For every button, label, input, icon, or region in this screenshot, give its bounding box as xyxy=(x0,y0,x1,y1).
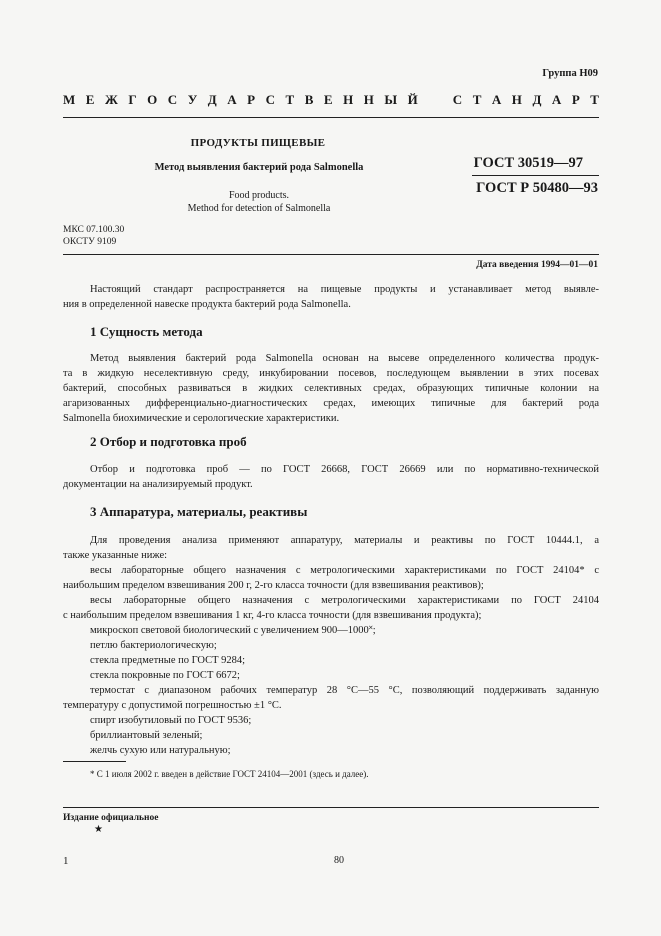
section-3-heading: 3 Аппаратура, материалы, реактивы xyxy=(90,504,308,519)
okstu-code: ОКСТУ 9109 xyxy=(63,236,117,247)
footer-rule xyxy=(63,807,599,808)
section-3-line: температуру с допустимой погрешностью ±1 °С. xyxy=(63,700,282,711)
banner-letter: Д xyxy=(207,92,217,107)
banner-letter: Г xyxy=(128,92,137,107)
section-1-heading: 1 Сущность метода xyxy=(90,324,203,339)
section-3-text xyxy=(63,533,599,758)
section-3-line: петлю бактериологическую; xyxy=(90,640,217,651)
official-edition-label: Издание официальное xyxy=(63,813,159,823)
banner-letter: А xyxy=(227,92,237,107)
section-3-line: наибольшим пределом взвешивания 200 г, 2-го класса точности (для взвешивания реактивов); xyxy=(63,580,484,591)
footnote-rule xyxy=(63,761,126,762)
section-2-text xyxy=(63,462,599,492)
banner-word-gap xyxy=(428,92,442,108)
banner-letter: Т xyxy=(472,92,482,107)
banner-letter: Н xyxy=(511,92,522,107)
star-icon: ★ xyxy=(94,824,103,835)
section-1-line: агаризованных дифференциально-диагностических средах, имеющих типичные для бактерий рода xyxy=(63,398,599,409)
banner-letter: Р xyxy=(247,92,256,107)
section-3-line: микроскоп световой биологический с увеличением 900—1000˟; xyxy=(90,625,376,636)
banner-letter: Р xyxy=(571,92,580,107)
intro-line: ния в определенной навеске продукта бактерий рода Salmonella. xyxy=(63,299,351,310)
english-title-line1: Food products. xyxy=(229,190,289,201)
gost-number-1: ГОСТ 30519—97 xyxy=(473,155,583,171)
section-2-heading: 2 Отбор и подготовка проб xyxy=(90,434,247,449)
document-subtitle: Метод выявления бактерий рода Salmonella xyxy=(154,162,364,173)
section-1-text xyxy=(63,351,599,426)
intro-line: Настоящий стандарт распространяется на пищевые продукты и устанавливает метод выявле- xyxy=(90,284,599,295)
banner-letter: А xyxy=(551,92,562,107)
header-rule xyxy=(63,117,599,118)
banner-letter: С xyxy=(452,92,463,107)
section-3-line: стекла покровные по ГОСТ 6672; xyxy=(90,670,240,681)
banner-letter: Е xyxy=(323,92,333,107)
section-3-line: стекла предметные по ГОСТ 9284; xyxy=(90,655,246,666)
banner-letter: Н xyxy=(343,92,354,107)
gost-divider xyxy=(472,175,599,176)
banner-letter: В xyxy=(304,92,314,107)
section-3-line: также указанные ниже: xyxy=(63,550,168,561)
section-3-line: весы лабораторные общего назначения с метрологическими характеристиками по ГОСТ 24104* с xyxy=(90,565,599,576)
banner-letter: Т xyxy=(590,92,599,107)
section-2-line: Отбор и подготовка проб — по ГОСТ 26668, ГОСТ 26669 или по нормативно-технической xyxy=(90,464,599,475)
banner-letter: О xyxy=(147,92,158,107)
section-3-line: термостат с диапазоном рабочих температур 28 °С—55 °С, позволяющий поддерживать заданную xyxy=(90,685,599,696)
intro-paragraph xyxy=(63,282,599,312)
section-3-line: желчь сухую или натуральную; xyxy=(90,745,231,756)
banner-letter: Й xyxy=(407,92,418,107)
banner-letter: С xyxy=(265,92,275,107)
interstate-standard-banner xyxy=(63,92,599,108)
gost-number-2: ГОСТ Р 50480—93 xyxy=(476,180,598,196)
introduction-date: Дата введения 1994—01—01 xyxy=(476,260,598,270)
section-3-line: весы лабораторные общего назначения с метрологическими характеристиками по ГОСТ 24104 xyxy=(90,595,599,606)
banner-letter: Т xyxy=(285,92,295,107)
banner-letter: Н xyxy=(363,92,374,107)
english-title xyxy=(140,190,378,215)
section-1-line: Salmonella биохимические и серологические характеристики. xyxy=(63,413,340,424)
banner-letter: М xyxy=(63,92,76,107)
classification-codes xyxy=(63,225,124,248)
banner-letter: Ы xyxy=(384,92,398,107)
banner-letter: А xyxy=(491,92,502,107)
footnote: * С 1 июля 2002 г. введен в действие ГОСТ 24104—2001 (здесь и далее). xyxy=(90,769,369,779)
section-2-line: документации на анализируемый продукт. xyxy=(63,479,253,490)
document-title: ПРОДУКТЫ ПИЩЕВЫЕ xyxy=(190,137,326,149)
english-title-line2: Method for detection of Salmonella xyxy=(187,202,331,214)
banner-letter: У xyxy=(187,92,198,107)
section-1-line: та в жидкую неселективную среду, инкубировании посевов, последующем выявлении в этих посевах xyxy=(63,368,599,379)
banner-letter: Ж xyxy=(104,92,118,107)
banner-letter: С xyxy=(167,92,178,107)
section-3-line: Для проведения анализа применяют аппаратуру, материалы и реактивы по ГОСТ 10444.1, а xyxy=(90,535,599,546)
page-number-left: 1 xyxy=(63,855,69,867)
group-label: Группа Н09 xyxy=(542,68,598,79)
date-rule xyxy=(63,254,599,255)
section-3-line: спирт изобутиловый по ГОСТ 9536; xyxy=(90,715,252,726)
section-1-line: бактерий, способных развиваться в жидких селективных средах, образующих типичные колонии на xyxy=(63,383,599,394)
banner-letter: Е xyxy=(85,92,95,107)
section-1-line: Метод выявления бактерий рода Salmonella основан на высеве определенного количества продук- xyxy=(90,353,599,364)
page-number-center: 80 xyxy=(334,855,344,866)
banner-letter: Д xyxy=(532,92,542,107)
section-3-line: с наибольшим пределом взвешивания 1 кг, 4-го класса точности (для взвешивания продукта); xyxy=(63,610,482,621)
mks-code: МКС 07.100.30 xyxy=(63,225,125,235)
section-3-line: бриллиантовый зеленый; xyxy=(90,730,203,741)
